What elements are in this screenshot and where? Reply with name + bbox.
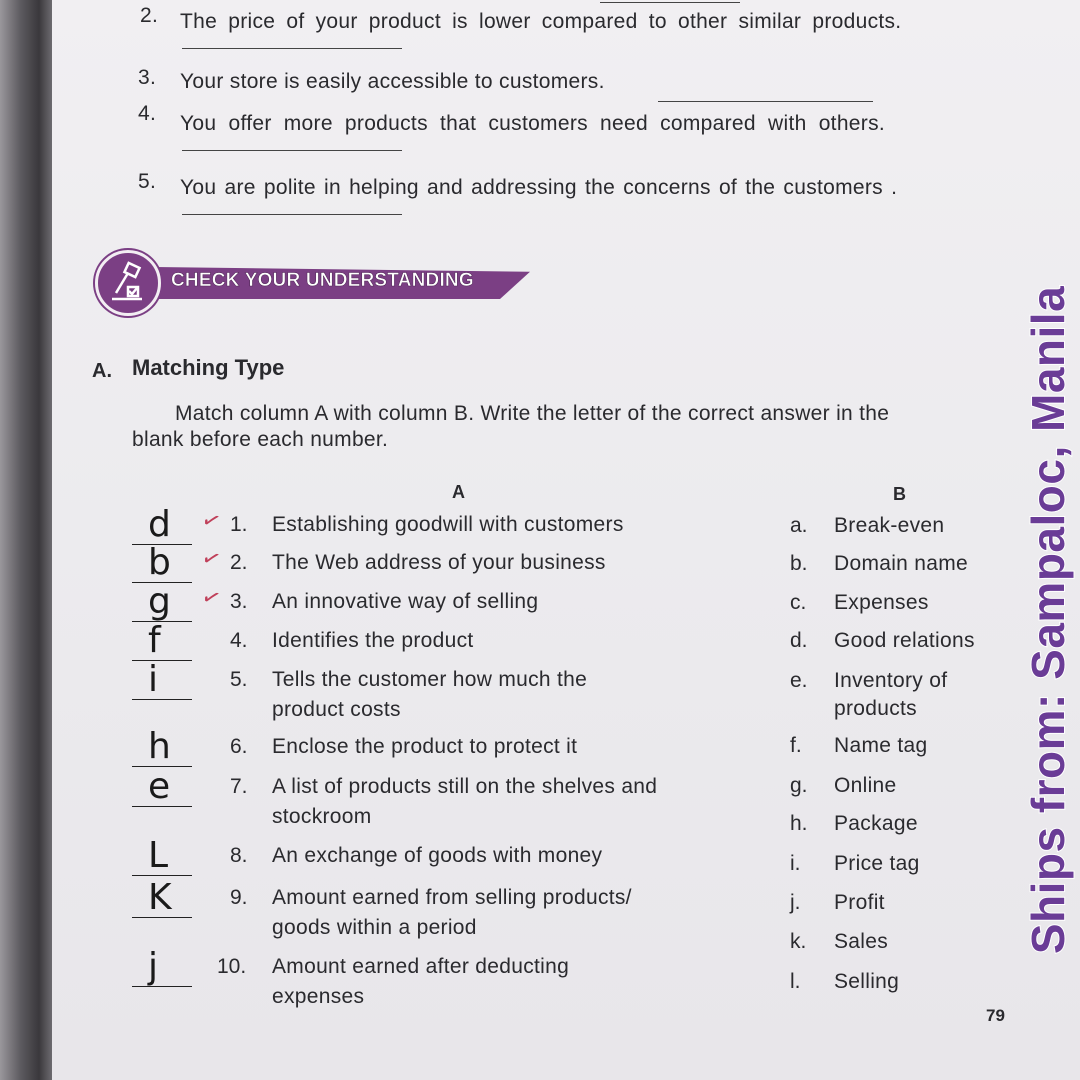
item-text: An exchange of goods with money [272,844,603,867]
handwritten-answer: K [148,877,172,918]
instructions-line-2: blank before each number. [132,428,389,451]
top-item-text: You offer more products that customers need compared with others. [180,112,886,135]
instructions-line-1: Match column A with column B. Write the letter of the correct answer in the [175,402,890,425]
check-mark-icon: ✓ [198,582,225,613]
answer-blank [658,101,873,102]
item-text: Amount earned after deducting [272,955,570,978]
item-text: product costs [272,698,401,721]
answer-blank[interactable] [132,986,192,987]
option-letter: d. [790,629,808,652]
page-number: 79 [986,1006,1005,1025]
option-text: Package [834,812,918,835]
top-item-num: 2. [140,4,159,27]
handwritten-answer: b [148,542,171,583]
answer-blank[interactable] [132,660,192,661]
top-item-num: 4. [138,102,157,125]
item-number: 4. [230,629,248,652]
option-text: Sales [834,930,889,953]
option-letter: h. [790,812,808,835]
item-text: Amount earned from selling products/ [272,886,632,909]
item-text: A list of products still on the shelves and [272,775,658,798]
column-b-header: B [893,484,906,504]
check-mark-icon: ✓ [198,543,225,574]
option-letter: e. [790,669,808,692]
item-text: An innovative way of selling [272,590,539,613]
option-letter: a. [790,514,808,537]
item-text: The Web address of your business [272,551,606,574]
option-text: Price tag [834,852,920,875]
option-text: Break-even [834,514,945,537]
option-text: Online [834,774,897,797]
option-letter: j. [790,891,801,914]
section-title: Matching Type [132,355,285,380]
option-letter: b. [790,552,808,575]
check-your-understanding-banner [95,250,535,316]
item-number: 10. [217,955,247,978]
top-item-text: Your store is easily accessible to customers. [180,70,605,93]
lamp-check-icon [95,250,161,316]
option-letter: f. [790,734,802,757]
item-number: 8. [230,844,248,867]
option-text: Inventory of [834,669,948,692]
option-letter: k. [790,930,807,953]
option-text: products [834,697,917,720]
section-letter: A. [92,360,112,382]
option-letter: g. [790,774,808,797]
item-text: expenses [272,985,365,1008]
top-item-text: The price of your product is lower compared to other similar products. [180,10,902,33]
column-a-header: A [452,482,465,502]
answer-blank [182,48,402,49]
handwritten-answer: g [148,581,171,622]
handwritten-answer: L [148,835,169,876]
item-number: 1. [230,513,248,536]
option-letter: i. [790,852,801,875]
answer-blank [182,214,402,215]
option-letter: l. [790,970,801,993]
item-text: Establishing goodwill with customers [272,513,624,536]
item-text: stockroom [272,805,372,828]
item-number: 6. [230,735,248,758]
item-text: Enclose the product to protect it [272,735,578,758]
item-text: Identifies the product [272,629,474,652]
handwritten-answer: j [148,946,159,987]
top-item-num: 3. [138,66,157,89]
answer-blank [600,2,740,3]
option-text: Name tag [834,734,928,757]
item-number: 5. [230,668,248,691]
handwritten-answer: d [148,504,171,545]
option-text: Good relations [834,629,975,652]
item-text: goods within a period [272,916,477,939]
item-number: 2. [230,551,248,574]
answer-blank[interactable] [132,699,192,700]
book-binding [0,0,52,1080]
item-number: 9. [230,886,248,909]
item-number: 3. [230,590,248,613]
option-text: Selling [834,970,900,993]
option-text: Domain name [834,552,969,575]
handwritten-answer: h [148,726,171,767]
option-text: Expenses [834,591,929,614]
handwritten-answer: i [148,659,159,700]
handwritten-answer: e [148,766,171,807]
answer-blank [182,150,402,151]
handwritten-answer: f [148,620,161,661]
option-letter: c. [790,591,807,614]
top-item-num: 5. [138,170,157,193]
document-page [52,0,1080,1080]
banner-label: CHECK YOUR UNDERSTANDING [171,270,474,291]
item-number: 7. [230,775,248,798]
watermark: Ships from: Sampaloc, Manila [1022,285,1074,955]
option-text: Profit [834,891,885,914]
check-mark-icon: ✓ [198,505,225,536]
top-item-text: You are polite in helping and addressing the concerns of the customers . [180,176,898,199]
item-text: Tells the customer how much the [272,668,588,691]
